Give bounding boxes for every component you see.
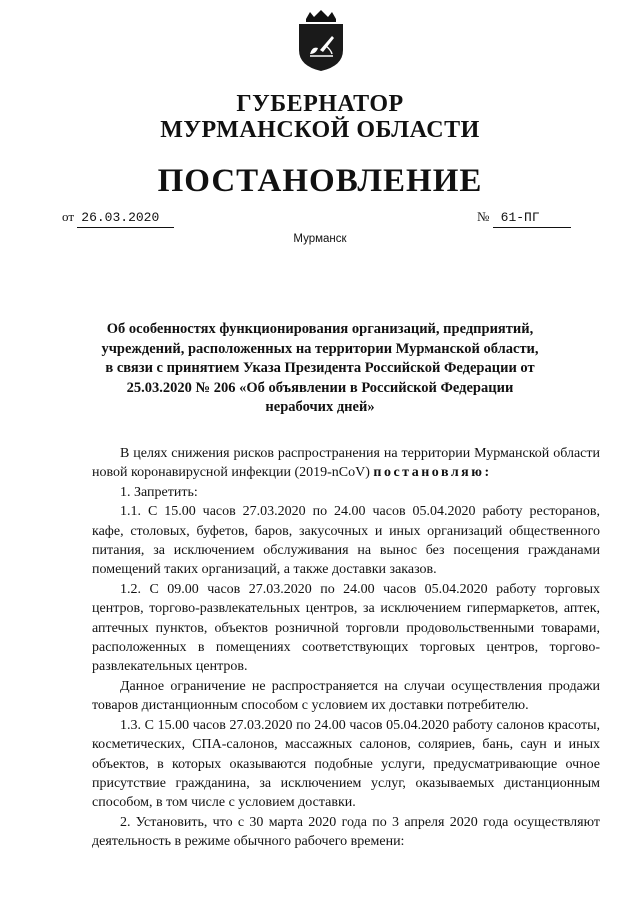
coat-of-arms-icon [296,10,346,72]
number-prefix: № [477,209,490,224]
paragraph-2: 2. Установить, что с 30 марта 2020 года по 3 апреля 2020 года осуществляют деятельность в режиме обычного рабочего времени: [92,814,600,850]
governor-title: ГУБЕРНАТОР [236,91,404,117]
number-line [477,208,571,228]
document-type-title: ПОСТАНОВЛЕНИЕ [157,163,483,199]
date-prefix: от [62,209,75,224]
intro-text: В целях снижения рисков распространения на территории Мурманской области новой коронавирусной инфекции (2019-nCoV) [92,446,600,481]
city-name: Мурманск [293,233,347,245]
document-subject: Об особенностях функционирования организаций, предприятий, учреждений, расположенных на территории Мурманской области, в связи с принятием Указа Президента Российской Федерации от 25.03.2020 № 206 «Об объявлении в Российской Федерации нерабочих дней» [101,321,539,415]
paragraph-1-1: 1.1. С 15.00 часов 27.03.2020 по 24.00 часов 05.04.2020 работу ресторанов, кафе, столовых, буфетов, баров, закусочных и иных организаций общественного питания, за исключением обслуживания на вынос без посещения гражданами помещений таких организаций, а также доставки заказов. [92,504,600,578]
document-number: 61-ПГ [493,209,571,228]
intro-paragraph [92,444,600,483]
decree-word: постановляю: [373,465,492,481]
paragraph-1-2-note: Данное ограничение не распространяется на случаи осуществления продажи товаров дистанционным способом с условием их доставки потребителю. [92,678,600,714]
document-body [92,444,600,852]
paragraph-1-2: 1.2. С 09.00 часов 27.03.2020 по 24.00 часов 05.04.2020 работу торговых центров, торгово-развлекательных центров, за исключением гипермаркетов, аптек, аптечных пунктов, объектов розничной торговли продовольственными товарами, расположенных в помещениях соответствующих торговых центров, торгово-развлекательных центров. [92,581,600,675]
paragraph-1: 1. Запретить: [120,484,198,500]
paragraph-1-3: 1.3. С 15.00 часов 27.03.2020 по 24.00 часов 05.04.2020 работу салонов красоты, косметических, СПА-салонов, массажных салонов, соляриев, бань, саун и иных объектов, в которых оказываются подобные услуги, предусматривающие очное присутствие гражданина, за исключением услуг, оказываемых дистанционным способом, в том числе с условием доставки. [92,717,600,811]
document-date: 26.03.2020 [77,209,174,228]
date-line [62,208,174,228]
region-title: МУРМАНСКОЙ ОБЛАСТИ [160,117,480,143]
